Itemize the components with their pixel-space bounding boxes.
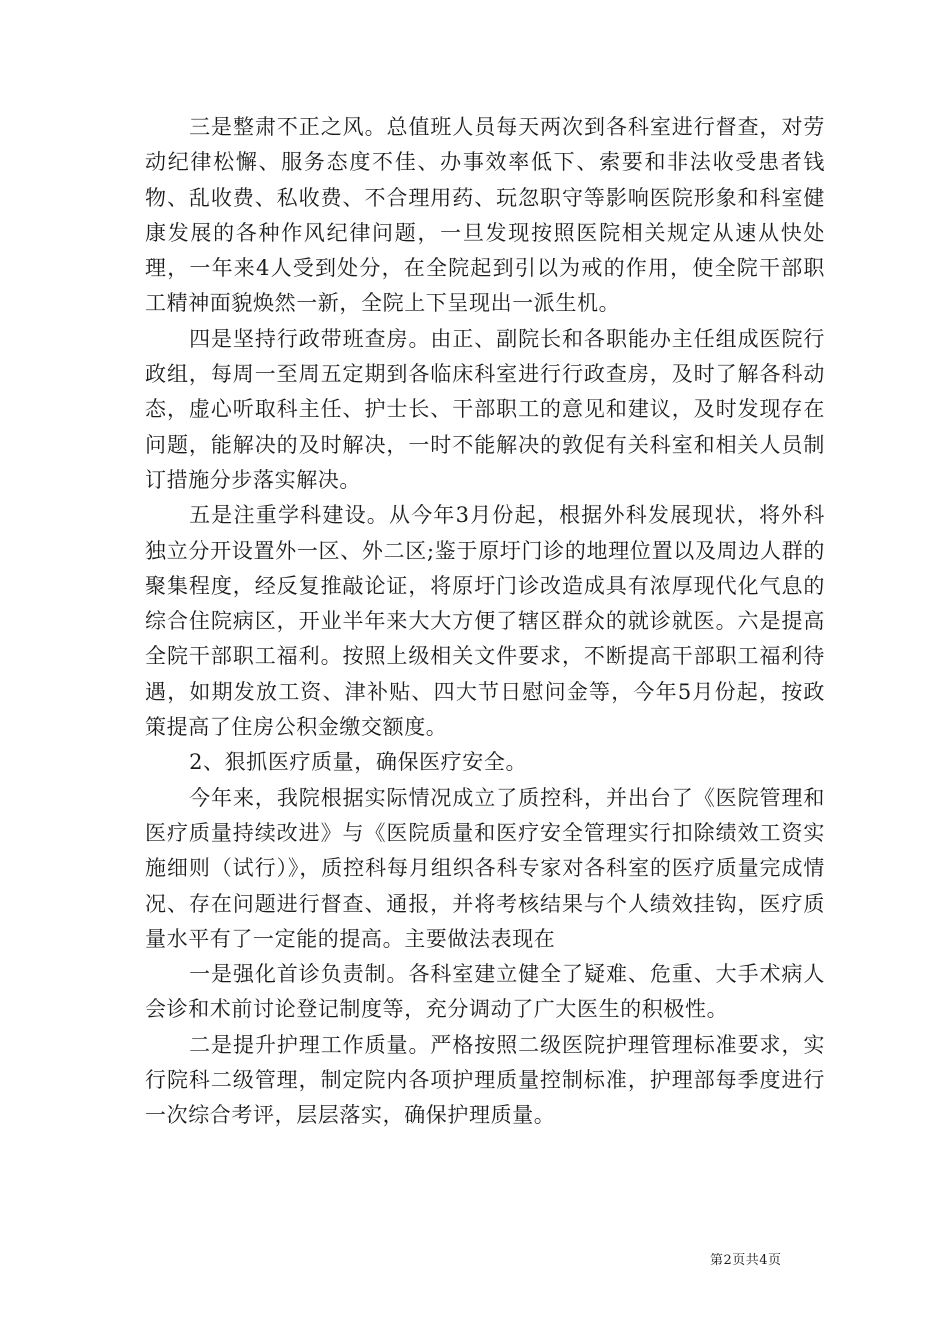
paragraph-rectify-misconduct: 三是整肃不正之风。总值班人员每天两次到各科室进行督查，对劳动纪律松懈、服务态度不佳、办事效率低下、索要和非法收受患者钱物、乱收费、私收费、不合理用药、玩忽职守等影响医院形象和科室健康发展的各种作风纪律问题，一旦发现按照医院相关规定从速从快处理，一年来4人受到处分，在全院起到引以为戒的作用，使全院干部职工精神面貌焕然一新，全院上下呈现出一派生机。 [145,115,825,316]
paragraph-discipline-building: 五是注重学科建设。从今年3月份起，根据外科发展现状，将外科独立分开设置外一区、外二区;鉴于原圩门诊的地理位置以及周边人群的聚集程度，经反复推敲论证，将原圩门诊改造成具有浓厚现代化气息的综合住院病区，开业半年来大大方便了辖区群众的就诊就医。六是提高全院干部职工福利。按照上级相关文件要求，不断提高干部职工福利待遇，如期发放工资、津补贴、四大节日慰问金等，今年5月份起，按政策提高了住房公积金缴交额度。 [145,503,825,740]
section-heading-medical-quality: 2、狠抓医疗质量，确保医疗安全。 [189,750,528,775]
paragraph-admin-rounds: 四是坚持行政带班查房。由正、副院长和各职能办主任组成医院行政组，每周一至周五定期到各临床科室进行行政查房，及时了解各科动态，虚心听取科主任、护士长、干部职工的意见和建议，及时发现存在问题，能解决的及时解决，一时不能解决的敦促有关科室和相关人员制订措施分步落实解决。 [145,326,825,492]
document-body [145,110,825,1134]
page-number: 第2页共4页 [710,1253,782,1268]
paragraph-nursing-quality: 二是提升护理工作质量。严格按照二级医院护理管理标准要求，实行院科二级管理，制定院内各项护理质量控制标准，护理部每季度进行一次综合考评，层层落实，确保护理质量。 [145,1032,825,1128]
paragraph-quality-control: 今年来，我院根据实际情况成立了质控科，并出台了《医院管理和医疗质量持续改进》与《医院质量和医疗安全管理实行扣除绩效工资实施细则（试行）》，质控科每月组织各科专家对各科室的医疗质量完成情况、存在问题进行督查、通报，并将考核结果与个人绩效挂钩，医疗质量水平有了一定能的提高。主要做法表现在 [145,785,825,951]
paragraph-first-diagnosis: 一是强化首诊负责制。各科室建立健全了疑难、危重、大手术病人会诊和术前讨论登记制度等，充分调动了广大医生的积极性。 [145,962,825,1022]
